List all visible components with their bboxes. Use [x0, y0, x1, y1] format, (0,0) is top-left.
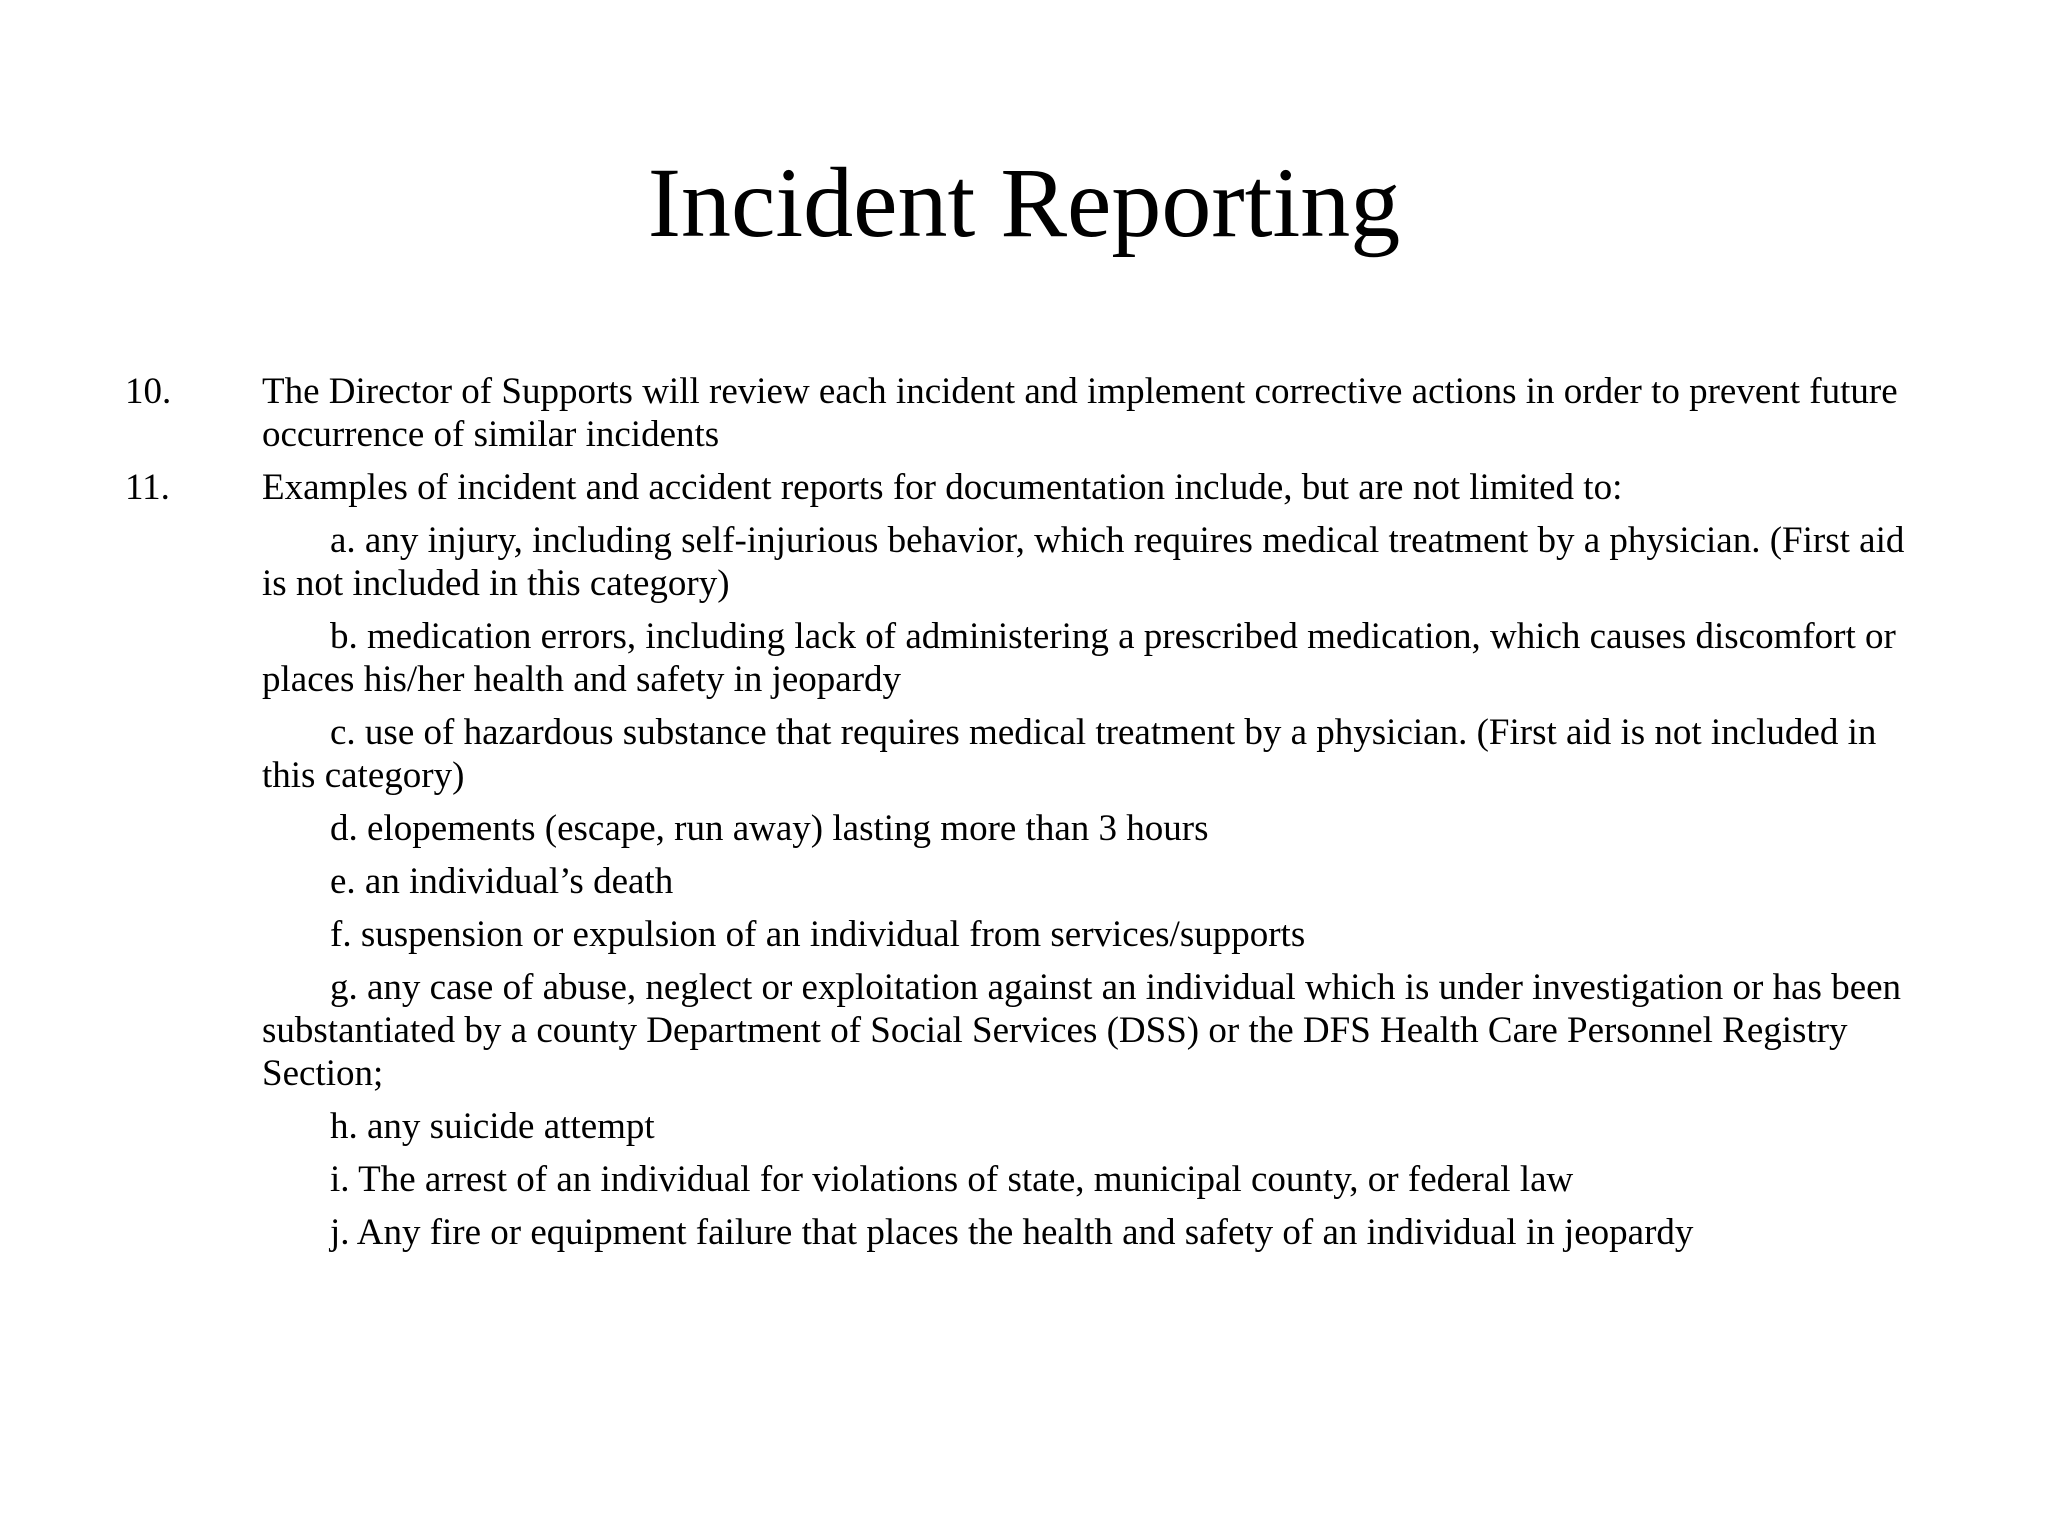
sub-item-c: c. use of hazardous substance that requires medical treatment by a physician. (First aid is not included in this category) [262, 712, 1877, 796]
sub-item-d: d. elopements (escape, run away) lasting more than 3 hours [330, 808, 1209, 849]
list-item-10 [125, 370, 1925, 456]
item-number: 11. [125, 467, 170, 508]
item-number: 10. [125, 371, 172, 412]
item-text: The Director of Supports will review each incident and implement corrective actions in order to prevent future occurrence of similar incidents [262, 371, 1898, 455]
sub-item-i: i. The arrest of an individual for violations of state, municipal county, or federal law [330, 1159, 1574, 1200]
sub-item-f: f. suspension or expulsion of an individual from services/supports [330, 914, 1306, 955]
slide-body [125, 370, 1925, 1264]
item-text: Examples of incident and accident reports for documentation include, but are not limited to: [262, 467, 1623, 508]
sub-item-h: h. any suicide attempt [330, 1106, 655, 1147]
sub-item-e: e. an individual’s death [330, 861, 674, 902]
slide-title: Incident Reporting [647, 147, 1401, 258]
sub-item-b: b. medication errors, including lack of administering a prescribed medication, which causes discomfort or places his/her health and safety in jeopardy [262, 616, 1896, 700]
sub-item-a: a. any injury, including self-injurious behavior, which requires medical treatment by a physician. (First aid is not included in this category) [262, 520, 1905, 604]
sub-item-j: j. Any fire or equipment failure that places the health and safety of an individual in jeopardy [330, 1212, 1694, 1253]
list-item-11 [125, 466, 1925, 509]
sub-item-g: g. any case of abuse, neglect or exploitation against an individual which is under investigation or has been substantiated by a county Department of Social Services (DSS) or the DFS Health Care Personnel Registry Section; [262, 967, 1902, 1094]
